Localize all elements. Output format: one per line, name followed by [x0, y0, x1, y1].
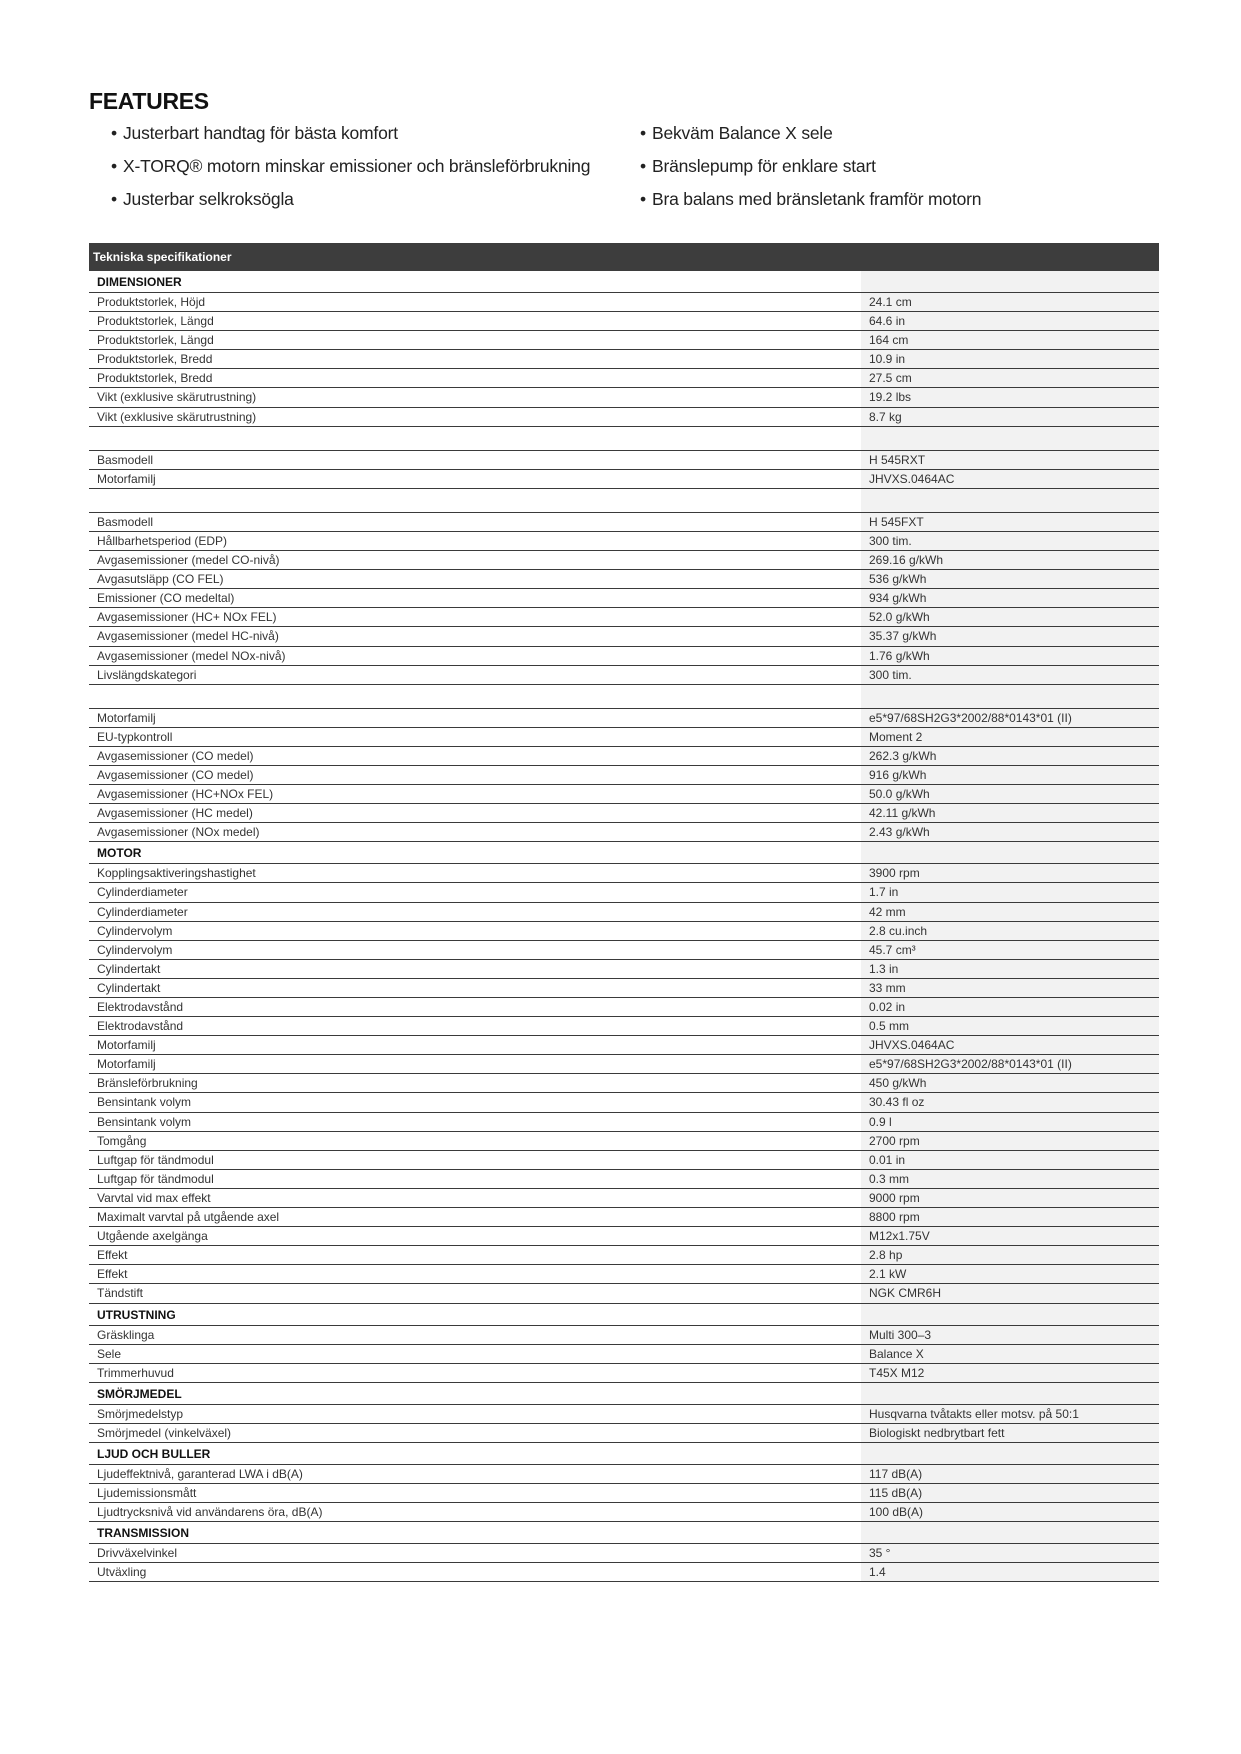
spec-table-body — [89, 271, 1159, 1582]
spec-spacer-row — [89, 427, 1159, 451]
spec-value — [861, 271, 1159, 292]
spec-value: 10.9 in — [861, 350, 1159, 368]
spec-spacer-row — [89, 685, 1159, 709]
spec-row — [89, 1113, 1159, 1132]
spec-table-header: Tekniska specifikationer — [89, 243, 1159, 271]
spec-row — [89, 1284, 1159, 1303]
spec-value: JHVXS.0464AC — [861, 1036, 1159, 1054]
spec-value: Biologiskt nedbrytbart fett — [861, 1424, 1159, 1442]
spec-row — [89, 666, 1159, 685]
feature-item: • Bekväm Balance X sele — [640, 117, 981, 150]
spec-value: 30.43 fl oz — [861, 1093, 1159, 1111]
spec-row — [89, 1345, 1159, 1364]
spec-row — [89, 1544, 1159, 1563]
spec-value: 42.11 g/kWh — [861, 804, 1159, 822]
spec-label — [89, 489, 861, 512]
spec-value: 2.1 kW — [861, 1265, 1159, 1283]
spec-label: Effekt — [97, 1267, 128, 1282]
spec-label: Hållbarhetsperiod (EDP) — [97, 533, 228, 548]
spec-label: Produktstorlek, Höjd — [97, 295, 206, 309]
spec-value: Moment 2 — [861, 728, 1159, 746]
spec-label: Avgasemissioner (HC+NOx FEL) — [97, 787, 274, 802]
spec-value: 0.02 in — [861, 998, 1159, 1016]
spec-label: Luftgap för tändmodul — [97, 1152, 214, 1167]
spec-label: Ljudtrycksnivå vid användarens öra, dB(A) — [97, 1505, 323, 1520]
spec-label: Cylinderdiameter — [97, 885, 188, 900]
spec-row — [89, 1151, 1159, 1170]
spec-row — [89, 551, 1159, 570]
spec-row — [89, 1503, 1159, 1522]
spec-label — [89, 685, 861, 708]
spec-row — [89, 608, 1159, 627]
features-right-column — [640, 117, 981, 216]
spec-label: Avgasemissioner (medel NOx-nivå) — [97, 648, 286, 663]
spec-value: 164 cm — [861, 331, 1159, 349]
section-title: LJUD OCH BULLER — [97, 1446, 211, 1461]
spec-label: Avgasemissioner (HC+ NOx FEL) — [97, 610, 277, 625]
spec-label: Sele — [97, 1346, 122, 1361]
spec-section-row — [89, 1383, 1159, 1405]
spec-label: Produktstorlek, Längd — [97, 314, 214, 329]
section-title: DIMENSIONER — [97, 275, 182, 289]
spec-value: 1.3 in — [861, 960, 1159, 978]
spec-value — [861, 1383, 1159, 1404]
spec-row — [89, 627, 1159, 646]
spec-table — [89, 243, 1159, 1582]
spec-row — [89, 1465, 1159, 1484]
spec-value: 19.2 lbs — [861, 388, 1159, 406]
spec-value — [861, 427, 1159, 450]
spec-value: 536 g/kWh — [861, 570, 1159, 588]
spec-value: 2.8 cu.inch — [861, 922, 1159, 940]
bullet-icon: • — [640, 156, 646, 176]
spec-section-row — [89, 842, 1159, 864]
spec-label: Cylindertakt — [97, 980, 161, 995]
spec-row — [89, 1170, 1159, 1189]
spec-value: 35.37 g/kWh — [861, 627, 1159, 645]
spec-row — [89, 1074, 1159, 1093]
spec-label: Varvtal vid max effekt — [97, 1190, 211, 1205]
spec-label: Ljudemissionsmått — [97, 1486, 197, 1501]
spec-value: H 545RXT — [861, 451, 1159, 469]
spec-value: Multi 300–3 — [861, 1326, 1159, 1344]
spec-label: Avgasemissioner (CO medel) — [97, 748, 254, 763]
feature-item: • X-TORQ® motorn minskar emissioner och bränsleförbrukning — [111, 150, 590, 183]
spec-label: Livslängdskategori — [97, 667, 197, 682]
spec-label: Bränsleförbrukning — [97, 1076, 198, 1091]
spec-value: 45.7 cm³ — [861, 941, 1159, 959]
spec-value — [861, 1443, 1159, 1464]
spec-row — [89, 823, 1159, 842]
spec-row — [89, 1484, 1159, 1503]
spec-label: Maximalt varvtal på utgående axel — [97, 1210, 280, 1225]
spec-row — [89, 1364, 1159, 1383]
spec-value: 3900 rpm — [861, 864, 1159, 882]
spec-label — [89, 427, 861, 450]
spec-row — [89, 1326, 1159, 1345]
spec-row — [89, 1405, 1159, 1424]
spec-label: Effekt — [97, 1248, 128, 1263]
spec-label: Motorfamilj — [97, 710, 156, 725]
spec-label: Tomgång — [97, 1133, 147, 1148]
spec-row — [89, 331, 1159, 350]
spec-label: Luftgap för tändmodul — [97, 1171, 214, 1186]
spec-label: Basmodell — [97, 514, 154, 529]
spec-row — [89, 451, 1159, 470]
bullet-icon: • — [111, 189, 117, 209]
spec-label: Cylinderdiameter — [97, 904, 188, 919]
spec-label: Avgasemissioner (CO medel) — [97, 767, 254, 782]
spec-label: Kopplingsaktiveringshastighet — [97, 866, 256, 881]
spec-row — [89, 1227, 1159, 1246]
spec-value: 300 tim. — [861, 532, 1159, 550]
bullet-icon: • — [640, 189, 646, 209]
spec-label: Cylindervolym — [97, 942, 173, 957]
spec-value: Balance X — [861, 1345, 1159, 1363]
spec-value: JHVXS.0464AC — [861, 470, 1159, 488]
spec-row — [89, 293, 1159, 312]
spec-value: 42 mm — [861, 903, 1159, 921]
spec-spacer-row — [89, 489, 1159, 513]
spec-row — [89, 532, 1159, 551]
spec-label: Tändstift — [97, 1286, 144, 1301]
spec-value: 2700 rpm — [861, 1132, 1159, 1150]
spec-row — [89, 1093, 1159, 1112]
spec-row — [89, 883, 1159, 902]
spec-value: 1.76 g/kWh — [861, 647, 1159, 665]
spec-row — [89, 1424, 1159, 1443]
spec-value — [861, 489, 1159, 512]
spec-row — [89, 513, 1159, 532]
features-section — [89, 88, 1159, 222]
bullet-icon: • — [111, 123, 117, 143]
spec-label: Produktstorlek, Bredd — [97, 371, 213, 386]
spec-row — [89, 369, 1159, 388]
spec-value: 27.5 cm — [861, 369, 1159, 387]
spec-value: e5*97/68SH2G3*2002/88*0143*01 (II) — [861, 1055, 1159, 1073]
section-title: SMÖRJMEDEL — [97, 1386, 182, 1401]
spec-row — [89, 864, 1159, 883]
spec-label: Smörjmedelstyp — [97, 1406, 184, 1421]
spec-label: Produktstorlek, Bredd — [97, 352, 213, 367]
spec-label: Vikt (exklusive skärutrustning) — [97, 409, 257, 424]
spec-section-row — [89, 1443, 1159, 1465]
spec-label: Drivväxelvinkel — [97, 1546, 178, 1561]
spec-value: 2.8 hp — [861, 1246, 1159, 1264]
spec-row — [89, 941, 1159, 960]
spec-row — [89, 766, 1159, 785]
spec-value: 269.16 g/kWh — [861, 551, 1159, 569]
spec-value — [861, 842, 1159, 863]
features-title: FEATURES — [89, 88, 209, 114]
spec-row — [89, 804, 1159, 823]
spec-row — [89, 1563, 1159, 1582]
spec-value: 115 dB(A) — [861, 1484, 1159, 1502]
spec-value: 1.4 — [861, 1563, 1159, 1581]
spec-row — [89, 589, 1159, 608]
spec-value — [861, 685, 1159, 708]
spec-value: 262.3 g/kWh — [861, 747, 1159, 765]
spec-value: 100 dB(A) — [861, 1503, 1159, 1521]
section-title: MOTOR — [97, 846, 142, 861]
spec-value: 0.5 mm — [861, 1017, 1159, 1035]
bullet-icon: • — [111, 156, 117, 176]
features-left-column — [111, 117, 590, 216]
spec-row — [89, 388, 1159, 407]
spec-row — [89, 709, 1159, 728]
spec-label: Motorfamilj — [97, 1038, 156, 1053]
feature-item: • Justerbart handtag för bästa komfort — [111, 117, 590, 150]
spec-section-row — [89, 271, 1159, 293]
spec-value: T45X M12 — [861, 1364, 1159, 1382]
spec-label: Cylindertakt — [97, 961, 161, 976]
spec-value: 916 g/kWh — [861, 766, 1159, 784]
spec-section-row — [89, 1522, 1159, 1544]
spec-row — [89, 922, 1159, 941]
spec-row — [89, 1189, 1159, 1208]
features-list — [89, 117, 1159, 222]
spec-value: 450 g/kWh — [861, 1074, 1159, 1092]
section-title: TRANSMISSION — [97, 1526, 190, 1541]
feature-item: • Justerbar selkroksögla — [111, 183, 590, 216]
spec-row — [89, 1208, 1159, 1227]
spec-row — [89, 1246, 1159, 1265]
spec-row — [89, 312, 1159, 331]
feature-item: • Bra balans med bränsletank framför motorn — [640, 183, 981, 216]
feature-item: • Bränslepump för enklare start — [640, 150, 981, 183]
spec-value: 50.0 g/kWh — [861, 785, 1159, 803]
spec-row — [89, 1055, 1159, 1074]
spec-row — [89, 747, 1159, 766]
spec-value: 0.9 l — [861, 1113, 1159, 1131]
spec-row — [89, 408, 1159, 427]
spec-label: Avgasemissioner (HC medel) — [97, 806, 253, 821]
spec-row — [89, 647, 1159, 666]
spec-value: 0.01 in — [861, 1151, 1159, 1169]
spec-label: Produktstorlek, Längd — [97, 333, 214, 348]
spec-label: Elektrodavstånd — [97, 1000, 184, 1014]
spec-label: Bensintank volym — [97, 1095, 192, 1110]
spec-row — [89, 1036, 1159, 1055]
spec-label: Avgasemissioner (medel HC-nivå) — [97, 629, 279, 644]
spec-label: Avgasemissioner (medel CO-nivå) — [97, 553, 280, 568]
spec-label: Emissioner (CO medeltal) — [97, 591, 235, 606]
spec-value: M12x1.75V — [861, 1227, 1159, 1245]
spec-row — [89, 1132, 1159, 1151]
spec-label: Motorfamilj — [97, 471, 156, 486]
spec-label: Gräsklinga — [97, 1327, 155, 1342]
spec-label: Cylindervolym — [97, 923, 173, 938]
spec-label: Bensintank volym — [97, 1114, 192, 1129]
spec-value: 24.1 cm — [861, 293, 1159, 311]
spec-label: EU-typkontroll — [97, 729, 173, 744]
spec-label: Trimmerhuvud — [97, 1365, 174, 1380]
spec-value: 9000 rpm — [861, 1189, 1159, 1207]
spec-value: 1.7 in — [861, 883, 1159, 901]
spec-label: Smörjmedel (vinkelväxel) — [97, 1425, 232, 1440]
spec-label: Vikt (exklusive skärutrustning) — [97, 390, 257, 405]
spec-section-row — [89, 1304, 1159, 1326]
spec-row — [89, 570, 1159, 589]
spec-value: 52.0 g/kWh — [861, 608, 1159, 626]
spec-label: Elektrodavstånd — [97, 1019, 184, 1034]
spec-value: H 545FXT — [861, 513, 1159, 531]
spec-row — [89, 1017, 1159, 1036]
spec-value: 934 g/kWh — [861, 589, 1159, 607]
section-title: UTRUSTNING — [97, 1307, 176, 1322]
spec-value — [861, 1304, 1159, 1325]
spec-value: 35 ° — [861, 1544, 1159, 1562]
spec-row — [89, 350, 1159, 369]
spec-value: e5*97/68SH2G3*2002/88*0143*01 (II) — [861, 709, 1159, 727]
spec-value: 117 dB(A) — [861, 1465, 1159, 1483]
bullet-icon: • — [640, 123, 646, 143]
spec-label: Utgående axelgänga — [97, 1229, 208, 1244]
spec-value: 8800 rpm — [861, 1208, 1159, 1226]
spec-row — [89, 785, 1159, 804]
spec-row — [89, 728, 1159, 747]
spec-label: Avgasutsläpp (CO FEL) — [97, 572, 224, 587]
spec-label: Utväxling — [97, 1565, 147, 1580]
spec-label: Ljudeffektnivå, garanterad LWA i dB(A) — [97, 1466, 303, 1481]
spec-label: Motorfamilj — [97, 1057, 156, 1072]
spec-value: 64.6 in — [861, 312, 1159, 330]
spec-value: 33 mm — [861, 979, 1159, 997]
spec-value: 2.43 g/kWh — [861, 823, 1159, 841]
spec-value: 0.3 mm — [861, 1170, 1159, 1188]
spec-row — [89, 1265, 1159, 1284]
spec-value: 300 tim. — [861, 666, 1159, 684]
spec-row — [89, 470, 1159, 489]
spec-label: Basmodell — [97, 452, 154, 467]
spec-label: Avgasemissioner (NOx medel) — [97, 825, 260, 840]
spec-row — [89, 979, 1159, 998]
spec-row — [89, 998, 1159, 1017]
spec-value — [861, 1522, 1159, 1543]
spec-value: 8.7 kg — [861, 408, 1159, 426]
spec-row — [89, 903, 1159, 922]
spec-value: NGK CMR6H — [861, 1284, 1159, 1302]
spec-row — [89, 960, 1159, 979]
spec-value: Husqvarna tvåtakts eller motsv. på 50:1 — [861, 1405, 1159, 1423]
